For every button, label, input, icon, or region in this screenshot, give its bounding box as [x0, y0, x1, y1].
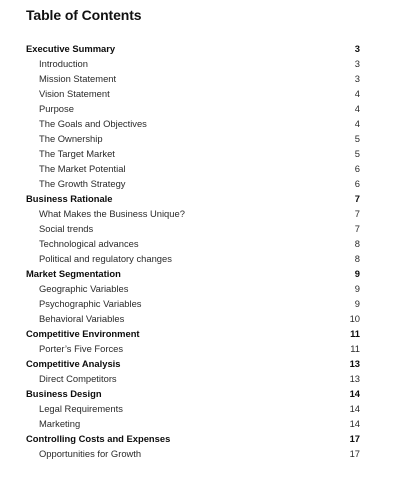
toc-entry-label: The Target Market [39, 148, 115, 159]
toc-entry-label: The Market Potential [39, 163, 126, 174]
toc-entry-label: Purpose [39, 103, 74, 114]
toc-entry-page-number: 10 [349, 313, 360, 324]
toc-entry-label: Competitive Environment [26, 328, 140, 339]
toc-entry-label: Opportunities for Growth [39, 448, 142, 459]
toc-entry-label: Mission Statement [39, 73, 117, 84]
toc-entry-page-number: 5 [354, 133, 360, 144]
toc-entry-label: Marketing [39, 418, 81, 429]
toc-section-entry[interactable] [26, 386, 360, 401]
toc-entry-label: Psychographic Variables [39, 298, 142, 309]
toc-entry-page-number: 3 [354, 43, 360, 54]
toc-subsection-entry[interactable] [26, 416, 360, 431]
toc-entry-page-number: 5 [354, 148, 360, 159]
toc-subsection-entry[interactable] [26, 116, 360, 131]
toc-entry-label: Geographic Variables [39, 283, 129, 294]
toc-section-entry[interactable] [26, 266, 360, 281]
toc-section-entry[interactable] [26, 326, 360, 341]
toc-entry-label: The Ownership [39, 133, 103, 144]
toc-entry-page-number: 4 [354, 88, 360, 99]
toc-section-entry[interactable] [26, 191, 360, 206]
toc-subsection-entry[interactable] [26, 176, 360, 191]
toc-entry-page-number: 14 [349, 403, 360, 414]
toc-subsection-entry[interactable] [26, 446, 360, 461]
toc-subsection-entry[interactable] [26, 146, 360, 161]
toc-entry-page-number: 17 [349, 448, 360, 459]
toc-entry-page-number: 9 [354, 268, 360, 279]
toc-entry-label: Competitive Analysis [26, 358, 121, 369]
toc-subsection-entry[interactable] [26, 56, 360, 71]
toc-entry-page-number: 7 [354, 193, 360, 204]
toc-entry-label: Direct Competitors [39, 373, 117, 384]
toc-entry-label: Vision Statement [39, 88, 110, 99]
toc-entry-page-number: 13 [349, 373, 360, 384]
toc-section-entry[interactable] [26, 41, 360, 56]
toc-entry-label: The Growth Strategy [39, 178, 126, 189]
toc-entry-label: Behavioral Variables [39, 313, 125, 324]
toc-entry-label: Political and regulatory changes [39, 253, 172, 264]
toc-entry-page-number: 9 [354, 283, 360, 294]
toc-subsection-entry[interactable] [26, 101, 360, 116]
toc-entry-page-number: 14 [349, 418, 360, 429]
toc-entry-label: Legal Requirements [39, 403, 123, 414]
toc-subsection-entry[interactable] [26, 206, 360, 221]
toc-entry-label: Market Segmentation [26, 268, 121, 279]
toc-entry-label: Technological advances [39, 238, 139, 249]
toc-entry-page-number: 11 [350, 343, 360, 354]
toc-entry-label: Business Rationale [26, 193, 113, 204]
toc-subsection-entry[interactable] [26, 341, 360, 356]
toc-subsection-entry[interactable] [26, 161, 360, 176]
toc-subsection-entry[interactable] [26, 296, 360, 311]
toc-entry-page-number: 3 [354, 58, 360, 69]
toc-entry-label: Porter’s Five Forces [39, 343, 124, 354]
toc-subsection-entry[interactable] [26, 221, 360, 236]
page-title: Table of Contents [26, 7, 142, 23]
toc-entry-label: The Goals and Objectives [39, 118, 147, 129]
toc-entry-label: What Makes the Business Unique? [39, 208, 185, 219]
toc-entry-page-number: 9 [354, 298, 360, 309]
toc-subsection-entry[interactable] [26, 251, 360, 266]
toc-subsection-entry[interactable] [26, 281, 360, 296]
toc-entry-page-number: 6 [354, 163, 360, 174]
toc-subsection-entry[interactable] [26, 71, 360, 86]
toc-entry-page-number: 7 [354, 208, 360, 219]
toc-subsection-entry[interactable] [26, 86, 360, 101]
toc-entry-page-number: 4 [354, 118, 360, 129]
toc-entry-page-number: 17 [349, 433, 360, 444]
toc-section-entry[interactable] [26, 431, 360, 446]
toc-subsection-entry[interactable] [26, 371, 360, 386]
toc-subsection-entry[interactable] [26, 311, 360, 326]
toc-entry-page-number: 14 [349, 388, 360, 399]
toc-entry-label: Introduction [39, 58, 88, 69]
toc-entry-page-number: 7 [354, 223, 360, 234]
toc-entry-page-number: 8 [354, 238, 360, 249]
toc-subsection-entry[interactable] [26, 236, 360, 251]
toc-entry-label: Business Design [26, 388, 102, 399]
toc-entry-page-number: 13 [349, 358, 360, 369]
toc-entry-label: Controlling Costs and Expenses [26, 433, 171, 444]
toc-entry-label: Social trends [39, 223, 94, 234]
toc-subsection-entry[interactable] [26, 401, 360, 416]
toc-entry-page-number: 8 [354, 253, 360, 264]
toc-entry-page-number: 3 [354, 73, 360, 84]
toc-entry-label: Executive Summary [26, 43, 116, 54]
toc-entry-page-number: 11 [350, 328, 360, 339]
toc-section-entry[interactable] [26, 356, 360, 371]
toc-list [26, 41, 360, 461]
toc-entry-page-number: 4 [354, 103, 360, 114]
toc-subsection-entry[interactable] [26, 131, 360, 146]
toc-entry-page-number: 6 [354, 178, 360, 189]
